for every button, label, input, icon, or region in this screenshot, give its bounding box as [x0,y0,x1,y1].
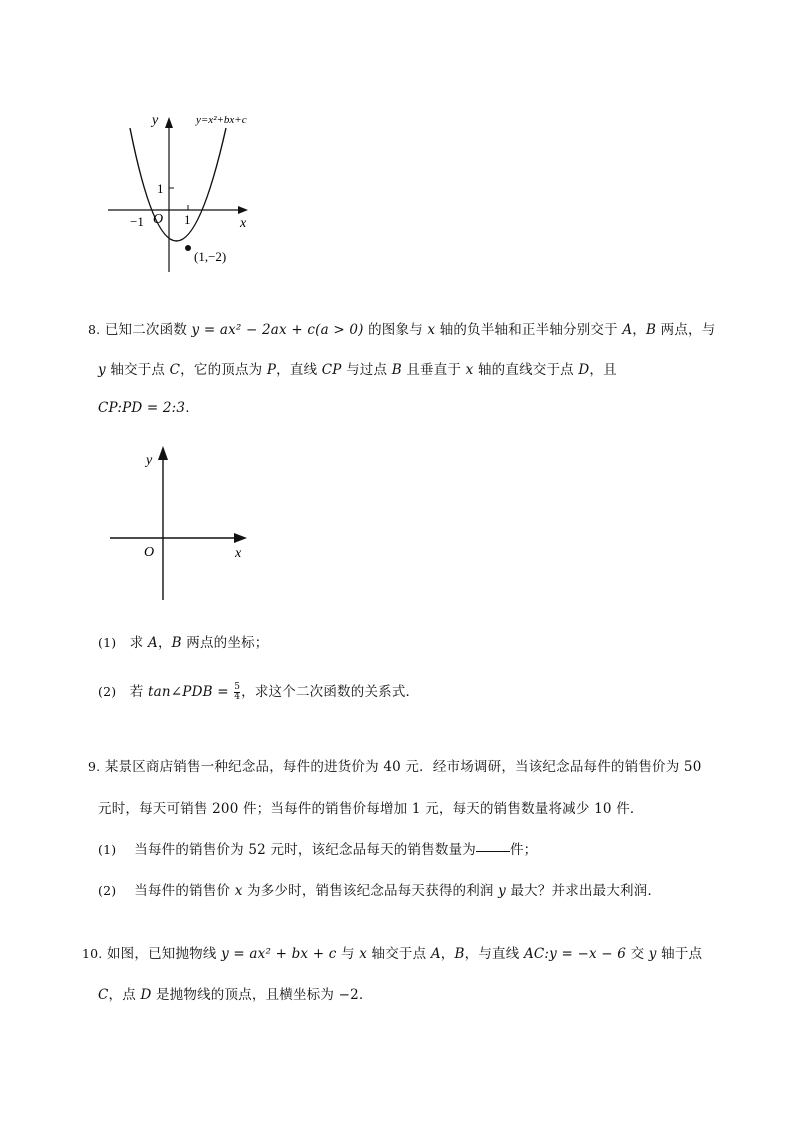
q8-line2: y 轴交于点 C，它的顶点为 P，直线 CP 与过点 B 且垂直于 x 轴的直线交于点 D，且 [98,362,617,378]
tick-x-label: 1 [184,212,191,227]
q8-ratio: CP:PD = 2:3 [98,400,186,416]
func-label: y=x²+bx+c [196,114,247,126]
q8-sub2: (2) 若 tan∠PDB = $\frac{5}{4}$ ，求这个二次函数的关系式． [98,681,420,702]
q10-number: 10. [82,946,103,961]
q8-tan-expression: tan∠PDB = [148,684,229,700]
tick-neg-x-label: −1 [130,214,144,229]
q8-function: y = ax² − 2ax + c(a > 0) [191,322,364,338]
fraction: $\frac{5}{4}$ [234,681,241,702]
y-axis-arrow [158,446,168,460]
q9-sub1: (1) 当每件的销售价为 52 元时，该纪念品每天的销售数量为 件； [98,842,538,858]
q8-number: 8. [88,322,101,337]
parabola-curve [130,128,226,241]
q10-line1: 10. 如图，已知抛物线 y = ax² + bx + c 与 x 轴交于点 A，B，与直线 AC:y = −x − 6 交 y 轴于点 [82,946,703,962]
axes-figure [104,440,254,605]
point-marker [185,245,191,251]
origin-label: O [153,212,164,227]
q10-line-eq: AC:y = −x − 6 [523,946,627,962]
point-label: (1,−2) [194,249,227,264]
y-axis-arrow [165,117,173,128]
x-axis-arrow [234,533,247,543]
y-axis-label: y [152,113,159,128]
q10-line2: C，点 D 是抛物线的顶点，且横坐标为 −2. [98,987,364,1003]
x-axis-arrow [238,206,248,214]
q9-number: 9. [88,759,101,774]
x-axis-label: x [235,546,242,561]
x-axis-label: x [240,216,247,231]
answer-blank[interactable] [476,850,510,852]
tick-y-label: 1 [157,181,164,196]
q8-sub1: (1) 求 A，B 两点的坐标； [98,635,269,651]
q10-function: y = ax² + bx + c [221,946,337,962]
parabola-figure [100,100,280,280]
q8-line1: 8. 已知二次函数 y = ax² − 2ax + c(a > 0) 的图象与 x 轴的负半轴和正半轴分别交于 A，B 两点，与 [88,322,716,338]
y-axis-label: y [146,453,153,468]
q9-line2: 元时，每天可销售 200 件；当每件的销售价每增加 1 元，每天的销售数量将减少 10 件． [98,801,644,817]
q9-line1: 9. 某景区商店销售一种纪念品，每件的进货价为 40 元．经市场调研，当该纪念品每件的销售价为 50 [88,759,702,775]
q9-sub2: (2) 当每件的销售价 x 为多少时，销售该纪念品每天获得的利润 y 最大？并求出最大利润． [98,883,662,899]
origin-label: O [144,545,155,560]
q8-line3: CP:PD = 2:3. [98,400,190,416]
